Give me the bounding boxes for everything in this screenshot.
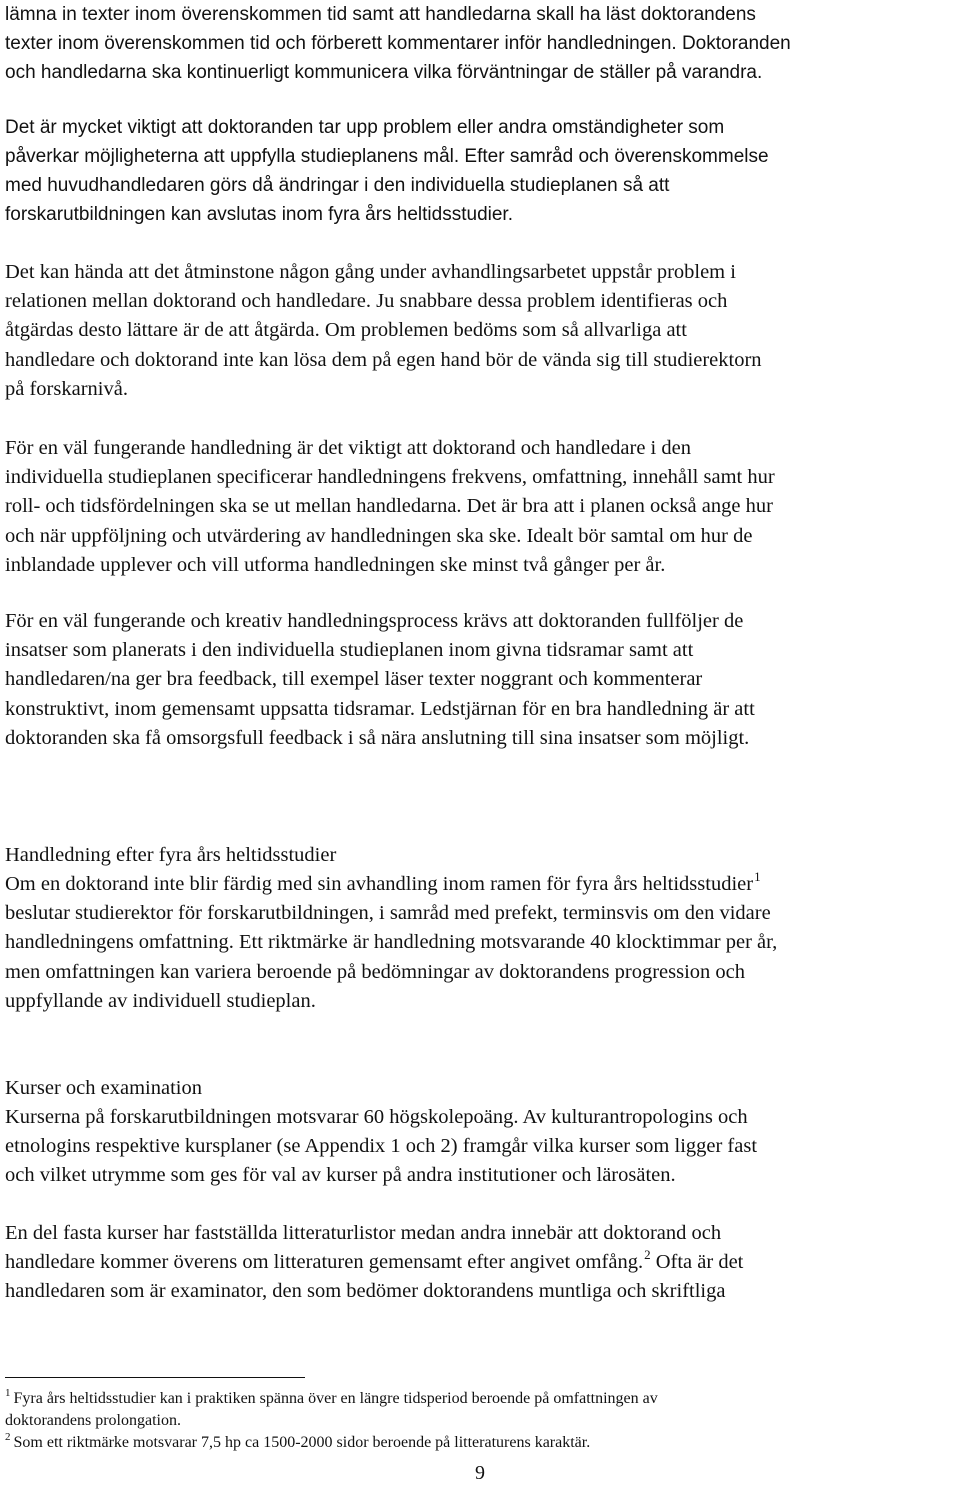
text-line: Kurserna på forskarutbildningen motsvarar 60 högskolepoäng. Av kulturantropologins och bbox=[5, 1106, 748, 1128]
text-line: men omfattningen kan variera beroende på bedömningar av doktorandens progression och bbox=[5, 960, 746, 983]
footnote-number: 1 bbox=[5, 1387, 11, 1399]
text-line: forskarutbildningen kan avslutas inom fyra års heltidsstudier. bbox=[5, 204, 513, 225]
footnote-2 bbox=[5, 1432, 955, 1454]
text-line: beslutar studierektor för forskarutbildningen, i samråd med prefekt, terminsvis om den vidare bbox=[5, 902, 771, 925]
footnote-text: Fyra års heltidsstudier kan i praktiken spänna över en längre tidsperiod beroende på omfattningen av bbox=[13, 1390, 658, 1407]
text-line bbox=[5, 1248, 955, 1277]
footnote-divider bbox=[5, 1377, 305, 1378]
paragraph-3 bbox=[5, 258, 955, 404]
paragraph-5 bbox=[5, 607, 955, 753]
page-number: 9 bbox=[475, 1462, 485, 1484]
text-line: handledaren som är examinator, den som bedömer doktorandens muntliga och skriftliga bbox=[5, 1280, 726, 1303]
text-line: lämna in texter inom överenskommen tid samt att handledarna skall ha läst doktorandens bbox=[5, 4, 756, 25]
text-line: handledningens omfattning. Ett riktmärke är handledning motsvarande 40 klocktimmar per år, bbox=[5, 931, 778, 954]
text-line: åtgärdas desto lättare är de att åtgärda. Om problemen bedöms som så allvarliga att bbox=[5, 319, 687, 342]
text-line: texter inom överenskommen tid och förberett kommentarer inför handledningen. Doktoranden bbox=[5, 33, 791, 54]
footnote-1 bbox=[5, 1388, 955, 1410]
text-line: doktoranden ska få omsorgsfull feedback i så nära anslutning till sina insatser som möjligt. bbox=[5, 726, 750, 749]
text-segment: Om en doktorand inte blir färdig med sin avhandling inom ramen för fyra års heltidsstudier bbox=[5, 873, 754, 895]
text-line: Det kan hända att det åtminstone någon gång under avhandlingsarbetet uppstår problem i bbox=[5, 261, 736, 283]
text-line: En del fasta kurser har fastställda litteraturlistor medan andra innebär att doktorand och bbox=[5, 1222, 722, 1244]
text-line: på forskarnivå. bbox=[5, 377, 128, 400]
text-line: roll- och tidsfördelningen ska se ut mellan handledarna. Det är bra att i planen också ange hur bbox=[5, 495, 773, 518]
text-line: och handledarna ska kontinuerligt kommunicera vilka förväntningar de ställer på varandra. bbox=[5, 62, 763, 83]
footnotes bbox=[5, 1388, 955, 1454]
text-line: relationen mellan doktorand och handledare. Ju snabbare dessa problem identifieras och bbox=[5, 290, 728, 313]
footnote-1-continued: doktorandens prolongation. bbox=[5, 1412, 181, 1429]
text-segment: handledare kommer överens om litteraturen gemensamt efter angivet omfång. bbox=[5, 1251, 644, 1274]
footnote-reference[interactable]: 1 bbox=[754, 869, 761, 884]
paragraph-2 bbox=[5, 113, 955, 229]
text-line: inblandade upplever och vill utforma handledningen ske minst två gånger per år. bbox=[5, 553, 666, 576]
text-line: konstruktivt, inom gemensamt uppsatta tidsramar. Ledstjärnan för en bra handledning är att bbox=[5, 697, 755, 720]
section-heading: Handledning efter fyra års heltidsstudier bbox=[5, 844, 337, 866]
text-line: Det är mycket viktigt att doktoranden tar upp problem eller andra omständigheter som bbox=[5, 117, 725, 138]
footnote-text: Som ett riktmärke motsvarar 7,5 hp ca 1500-2000 sidor beroende på litteraturens karaktär. bbox=[13, 1434, 591, 1451]
text-line: etnologins respektive kursplaner (se Appendix 1 och 2) framgår vilka kurser som ligger fast bbox=[5, 1135, 758, 1158]
text-line: påverkar möjligheterna att uppfylla studieplanens mål. Efter samråd och överenskommelse bbox=[5, 146, 769, 167]
text-line: handledaren/na ger bra feedback, till exempel läser texter noggrant och kommenterar bbox=[5, 668, 703, 691]
paragraph-kurser-2 bbox=[5, 1219, 955, 1307]
text-line bbox=[5, 870, 955, 899]
text-segment: Ofta är det bbox=[650, 1251, 744, 1274]
section-kurser bbox=[5, 1074, 955, 1191]
text-line: handledare och doktorand inte kan lösa dem på egen hand bör de vända sig till studierektorn bbox=[5, 348, 762, 371]
text-line: uppfyllande av individuell studieplan. bbox=[5, 989, 316, 1012]
text-line: insatser som planerats i den individuella studieplanen inom givna tidsramar samt att bbox=[5, 639, 694, 662]
footnote-reference[interactable]: 2 bbox=[644, 1247, 651, 1263]
text-line: och när uppföljning och utvärdering av handledningen ska ske. Idealt bör samtal om hur de bbox=[5, 524, 753, 547]
paragraph-1 bbox=[5, 0, 955, 87]
section-handledning bbox=[5, 841, 955, 1016]
text-line: För en väl fungerande handledning är det viktigt att doktorand och handledare i den bbox=[5, 437, 691, 459]
section-heading: Kurser och examination bbox=[5, 1077, 202, 1099]
paragraph-4 bbox=[5, 434, 955, 580]
text-line: individuella studieplanen specificerar handledningens frekvens, omfattning, innehåll samt hur bbox=[5, 466, 775, 489]
text-line: med huvudhandledaren görs då ändringar i den individuella studieplanen så att bbox=[5, 175, 670, 196]
text-line: För en väl fungerande och kreativ handledningsprocess krävs att doktoranden fullföljer de bbox=[5, 610, 744, 632]
text-line: och vilket utrymme som ges för val av kurser på andra institutioner och lärosäten. bbox=[5, 1164, 676, 1187]
footnote-number: 2 bbox=[5, 1431, 11, 1443]
